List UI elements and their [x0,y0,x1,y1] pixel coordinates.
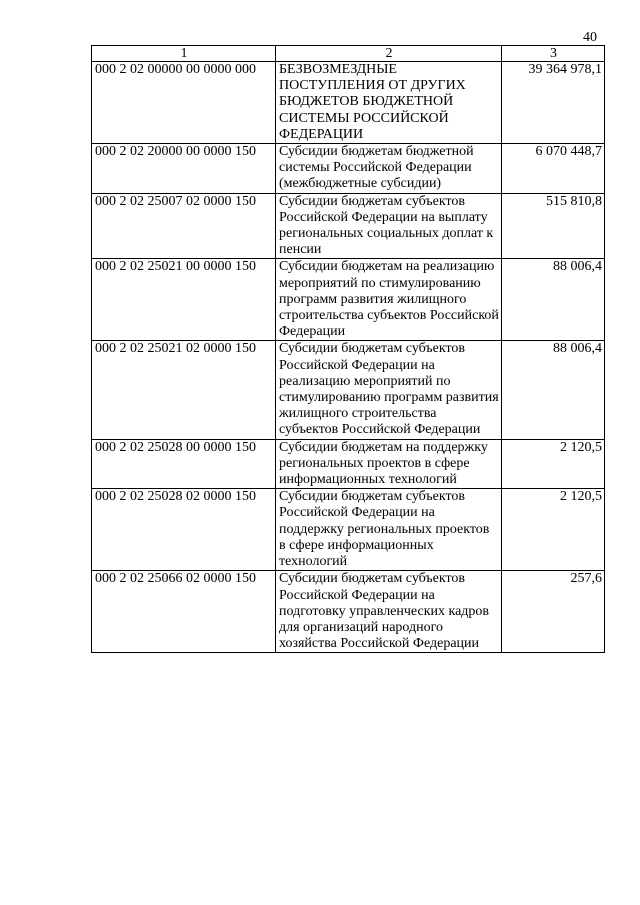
row-code: 000 2 02 25028 00 0000 150 [92,439,276,489]
column-header-name: 2 [276,46,502,62]
row-name: Субсидии бюджетам субъектов Российской Федерации на реализацию мероприятий по стимулированию программ развития жилищного строительства субъектов Российской Федерации [276,341,502,439]
row-amount: 2 120,5 [502,489,605,571]
row-amount: 2 120,5 [502,439,605,489]
row-amount: 88 006,4 [502,341,605,439]
row-name: Субсидии бюджетам на поддержку региональных проектов в сфере информационных технологий [276,439,502,489]
column-header-amount: 3 [502,46,605,62]
row-amount: 39 364 978,1 [502,62,605,144]
table-row [92,571,605,653]
row-code: 000 2 02 25021 02 0000 150 [92,341,276,439]
row-code: 000 2 02 25021 00 0000 150 [92,259,276,341]
table-row [92,193,605,259]
row-name: Субсидии бюджетам субъектов Российской Федерации на поддержку региональных проектов в сфере информационных технологий [276,489,502,571]
row-amount: 515 810,8 [502,193,605,259]
row-code: 000 2 02 25028 02 0000 150 [92,489,276,571]
table-row [92,489,605,571]
table-row [92,62,605,144]
row-name: БЕЗВОЗМЕЗДНЫЕ ПОСТУПЛЕНИЯ ОТ ДРУГИХ БЮДЖЕТОВ БЮДЖЕТНОЙ СИСТЕМЫ РОССИЙСКОЙ ФЕДЕРАЦИИ [276,62,502,144]
row-code: 000 2 02 25007 02 0000 150 [92,193,276,259]
table-row [92,144,605,194]
row-name: Субсидии бюджетам на реализацию мероприятий по стимулированию программ развития жилищного строительства субъектов Российской Федерации [276,259,502,341]
row-amount: 88 006,4 [502,259,605,341]
table-row [92,341,605,439]
row-name: Субсидии бюджетам субъектов Российской Федерации на выплату региональных социальных доплат к пенсии [276,193,502,259]
column-header-code: 1 [92,46,276,62]
row-code: 000 2 02 20000 00 0000 150 [92,144,276,194]
row-amount: 6 070 448,7 [502,144,605,194]
table-row [92,259,605,341]
row-amount: 257,6 [502,571,605,653]
row-code: 000 2 02 25066 02 0000 150 [92,571,276,653]
row-code: 000 2 02 00000 00 0000 000 [92,62,276,144]
row-name: Субсидии бюджетам субъектов Российской Федерации на подготовку управленческих кадров для организаций народного хозяйства Российской Федерации [276,571,502,653]
table-row [92,439,605,489]
page-number: 40 [583,30,597,45]
budget-revenue-table [91,45,605,653]
row-name: Субсидии бюджетам бюджетной системы Российской Федерации (межбюджетные субсидии) [276,144,502,194]
table-header-row [92,46,605,62]
